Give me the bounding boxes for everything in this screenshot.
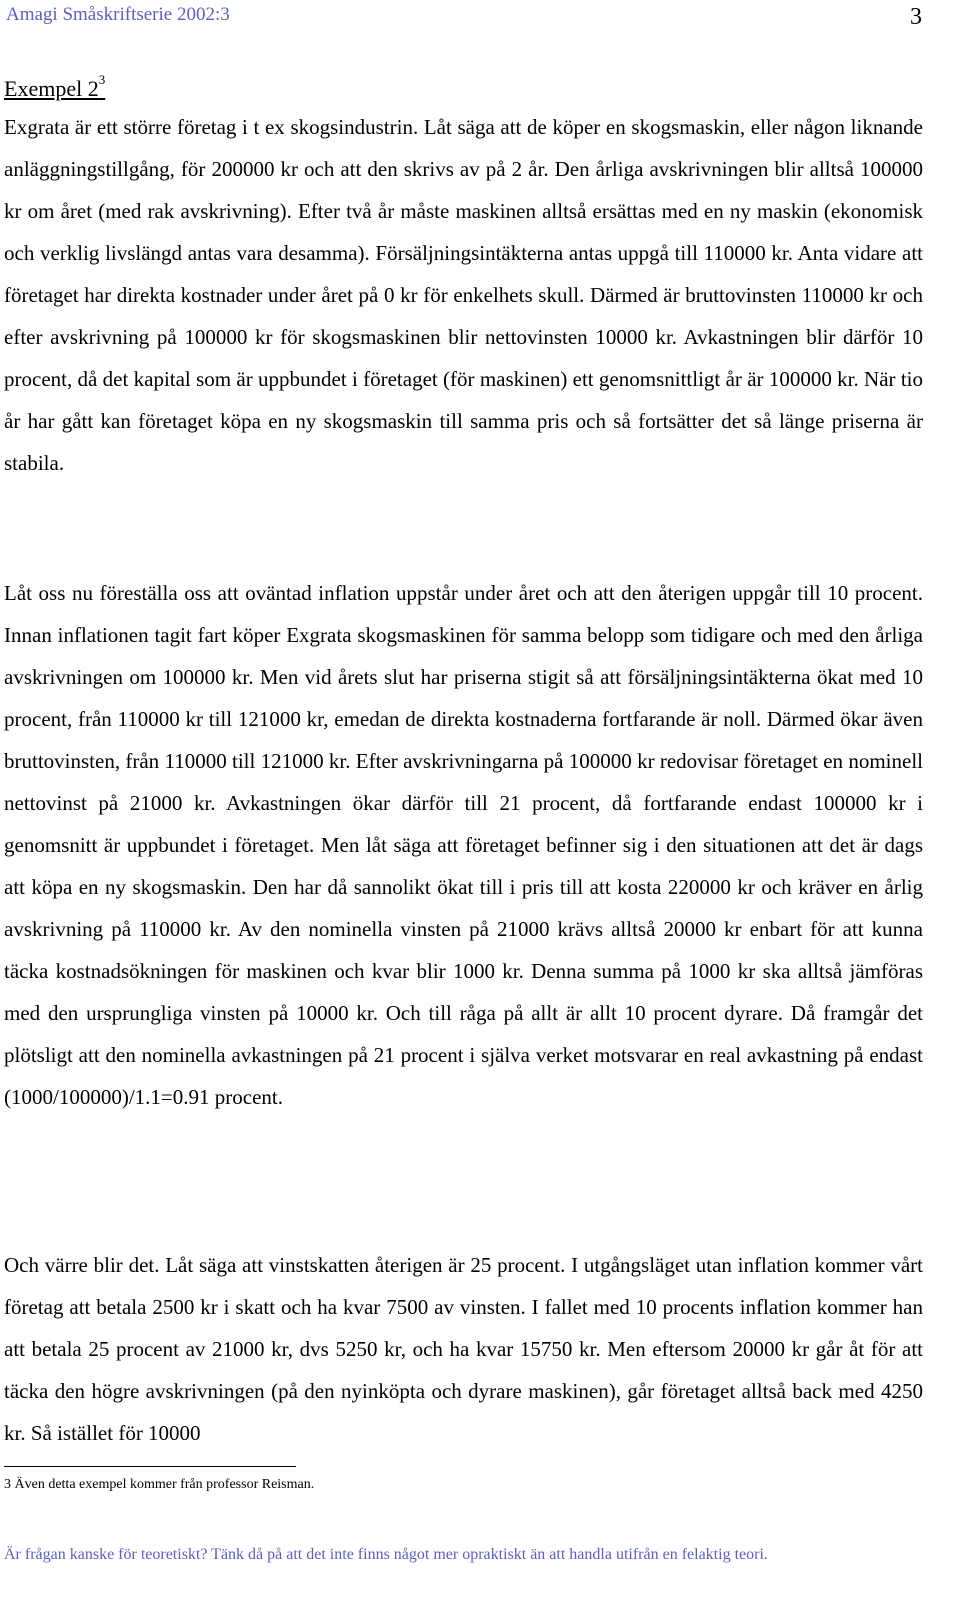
heading-text: Exempel 2 <box>4 76 99 101</box>
running-footer: Är frågan kanske för teoretiskt? Tänk då på att det inte finns något mer opraktiskt än att handla utifrån en felaktig teori. <box>4 1546 768 1563</box>
footnote-reference: 3 <box>98 72 106 87</box>
body-paragraph-2: Låt oss nu föreställa oss att oväntad inflation uppstår under året och att den återigen uppgår till 10 procent. Innan inflationen tagit fart köper Exgrata skogsmaskinen för samma belopp som tidigare och med den årliga avskrivningen om 100000 kr. Men vid årets slut har priserna stigit så att försäljningsintäkterna ökat med 10 procent, från 110000 kr till 121000 kr, emedan de direkta kostnaderna fortfarande är noll. Därmed ökar även bruttovinsten, från 110000 till 121000 kr. Efter avskrivningarna på 100000 kr redovisar företaget en nominell nettovinst på 21000 kr. Avkastningen ökar därför till 21 procent, då fortfarande endast 100000 kr i genomsnitt är uppbundet i företaget. Men låt säga att företaget befinner sig i den situationen att det är dags att köpa en ny skogsmaskin. Den har då sannolikt ökat till i pris till att kosta 220000 kr och kräver en årlig avskrivning på 110000 kr. Av den nominella vinsten på 21000 krävs alltså 20000 kr enbart för att kunna täcka kostnadsökningen för maskinen och kvar blir 1000 kr. Denna summa på 1000 kr ska alltså jämföras med den ursprungliga vinsten på 10000 kr. Och till råga på allt är allt 10 procent dyrare. Då framgår det plötsligt att den nominella avkastningen på 21 procent i själva verket motsvarar en real avkastning på endast (1000/100000)/1.1=0.91 procent. <box>4 581 923 1109</box>
footnote-divider <box>4 1466 296 1467</box>
section-heading <box>4 72 105 102</box>
body-paragraph-1: Exgrata är ett större företag i t ex skogsindustrin. Låt säga att de köper en skogsmaskin, eller någon liknande anläggningstillgång, för 200000 kr och att den skrivs av på 2 år. Den årliga avskrivningen blir alltså 100000 kr om året (med rak avskrivning). Efter två år måste maskinen alltså ersättas med en ny maskin (ekonomisk och verklig livslängd antas vara desamma). Försäljningsintäkterna antas uppgå till 110000 kr. Anta vidare att företaget har direkta kostnader under året på 0 kr för enkelhets skull. Därmed är bruttovinsten 110000 kr och efter avskrivning på 100000 kr för skogsmaskinen blir nettovinsten 10000 kr. Avkastningen blir därför 10 procent, då det kapital som är uppbundet i företaget (för maskinen) ett genomsnittligt år är 100000 kr. När tio år har gått kan företaget köpa en ny skogsmaskin till samma pris och så fortsätter det så länge priserna är stabila. <box>4 115 923 475</box>
running-header-title: Amagi Småskriftserie 2002:3 <box>6 4 230 25</box>
page-number: 3 <box>910 4 922 30</box>
footnote-text: 3 Även detta exempel kommer från professor Reisman. <box>4 1477 315 1492</box>
body-paragraph-3: Och värre blir det. Låt säga att vinstskatten återigen är 25 procent. I utgångsläget utan inflation kommer vårt företag att betala 2500 kr i skatt och ha kvar 7500 av vinsten. I fallet med 10 procents inflation kommer han att betala 25 procent av 21000 kr, dvs 5250 kr, och ha kvar 15750 kr. Men eftersom 20000 kr går åt för att täcka den högre avskrivningen (på den nyinköpta och dyrare maskinen), går företaget alltså back med 4250 kr. Så istället för 10000 <box>4 1253 923 1445</box>
